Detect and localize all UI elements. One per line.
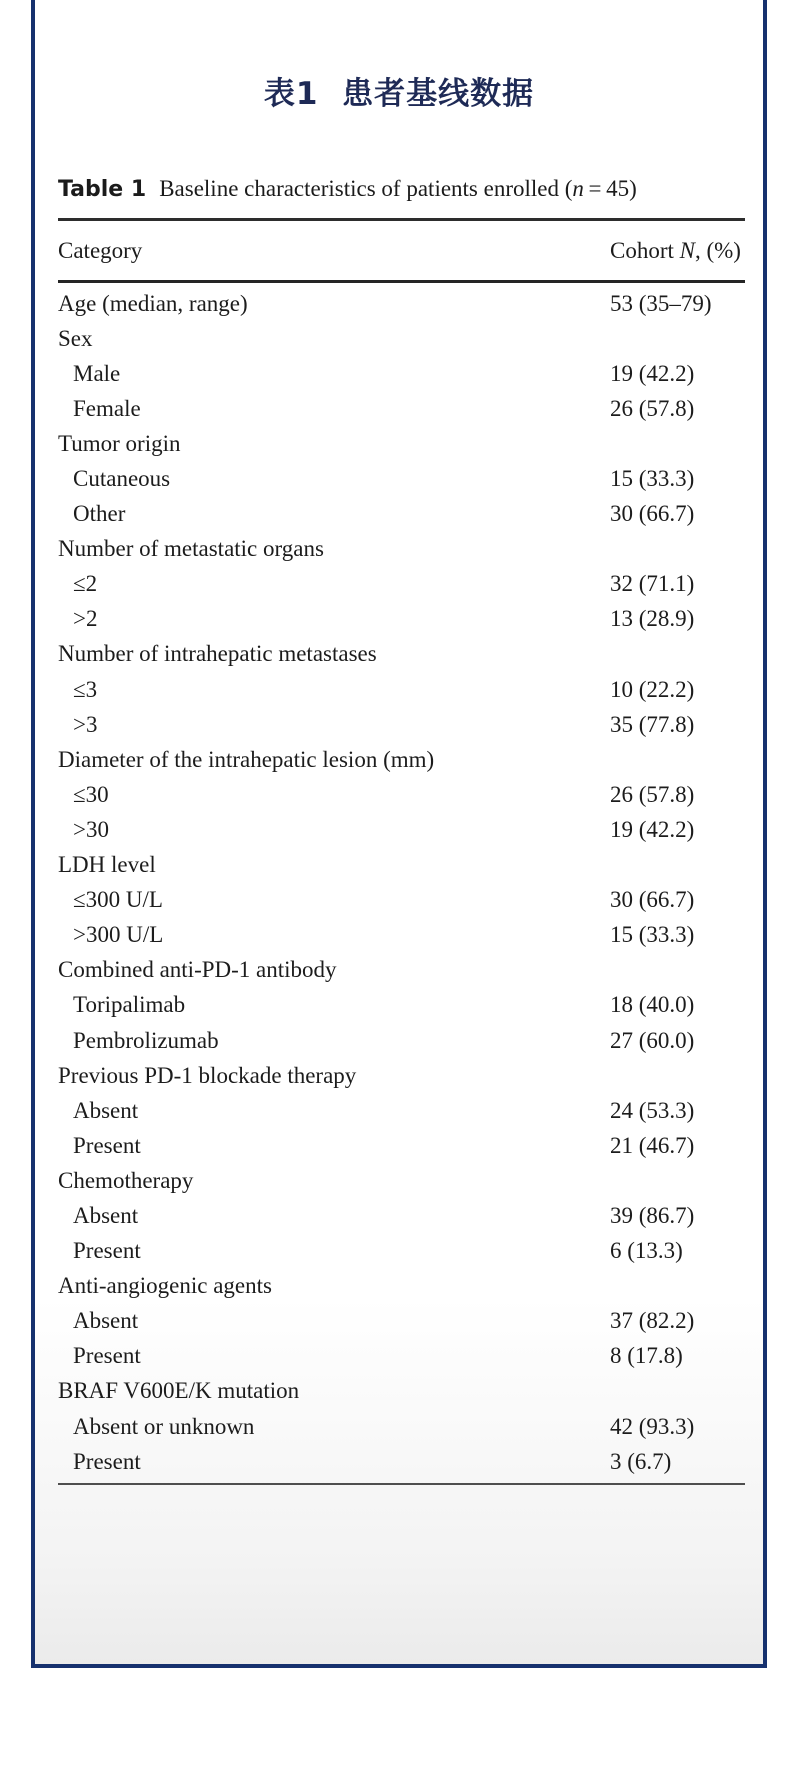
table-row — [58, 321, 745, 356]
table-row — [58, 637, 745, 672]
table-row — [58, 883, 745, 918]
row-category-label: >300 U/L — [73, 922, 164, 948]
row-category-label: Anti-angiogenic agents — [58, 1273, 272, 1299]
table-row — [58, 1163, 745, 1198]
table-row — [58, 707, 745, 742]
table-row — [58, 461, 745, 496]
row-cohort-value: 3 (6.7) — [610, 1448, 672, 1474]
row-category-label: Absent — [73, 1202, 139, 1228]
row-category-label: Chemotherapy — [58, 1167, 194, 1193]
row-cohort-value: 15 (33.3) — [610, 922, 695, 948]
row-cohort-value: 53 (35–79) — [610, 290, 712, 316]
row-cohort-value: 26 (57.8) — [610, 781, 695, 807]
row-category-label: Tumor origin — [58, 430, 181, 456]
table-row — [58, 1444, 745, 1479]
table-row — [58, 356, 745, 391]
row-category-label: Present — [73, 1132, 141, 1158]
table-row — [58, 532, 745, 567]
row-category-label: Previous PD-1 blockade therapy — [58, 1062, 357, 1088]
row-cohort-value: 19 (42.2) — [610, 816, 695, 842]
chinese-table-title: 表1 患者基线数据 — [263, 76, 535, 112]
row-cohort-value: 39 (86.7) — [610, 1202, 695, 1228]
table-caption-tail: = 45) — [583, 176, 637, 201]
cohort-header-text: Cohort — [610, 237, 680, 263]
row-category-label: Present — [73, 1448, 141, 1474]
row-category-label: >3 — [73, 711, 98, 737]
table-row — [58, 286, 745, 321]
row-cohort-value: 30 (66.7) — [610, 501, 695, 527]
table-row — [58, 497, 745, 532]
row-cohort-value: 6 (13.3) — [610, 1238, 683, 1264]
row-category-label: Age (median, range) — [58, 290, 248, 316]
row-cohort-value: 8 (17.8) — [610, 1343, 683, 1369]
row-category-label: Absent — [73, 1097, 139, 1123]
row-cohort-value: 35 (77.8) — [610, 711, 695, 737]
row-cohort-value: 24 (53.3) — [610, 1097, 695, 1123]
table-caption-text: Baseline characteristics of patients enrolled ( — [159, 176, 573, 201]
row-cohort-value: 10 (22.2) — [610, 676, 695, 702]
table-row — [58, 812, 745, 847]
row-category-label: ≤30 — [73, 781, 109, 807]
column-header-cohort — [610, 238, 745, 264]
row-cohort-value: 21 (46.7) — [610, 1132, 695, 1158]
row-category-label: Female — [73, 395, 141, 421]
row-category-label: LDH level — [58, 852, 156, 878]
table-caption-n: n — [572, 176, 584, 201]
row-cohort-value: 27 (60.0) — [610, 1027, 695, 1053]
row-category-label: Toripalimab — [73, 992, 186, 1018]
row-category-label: Present — [73, 1238, 141, 1264]
table-row — [58, 1234, 745, 1269]
table-row — [58, 1058, 745, 1093]
row-category-label: >2 — [73, 606, 98, 632]
table-row — [58, 1023, 745, 1058]
row-cohort-value: 32 (71.1) — [610, 571, 695, 597]
table-row — [58, 988, 745, 1023]
row-category-label: Absent — [73, 1308, 139, 1334]
row-category-label: Sex — [58, 325, 93, 351]
row-cohort-value: 13 (28.9) — [610, 606, 695, 632]
table-row — [58, 742, 745, 777]
table-row — [58, 1339, 745, 1374]
row-category-label: Present — [73, 1343, 141, 1369]
row-category-label: Other — [73, 501, 126, 527]
row-cohort-value: 15 (33.3) — [610, 466, 695, 492]
row-category-label: ≤3 — [73, 676, 98, 702]
table-body — [58, 283, 745, 1479]
row-category-label: BRAF V600E/K mutation — [58, 1378, 300, 1404]
row-cohort-value: 26 (57.8) — [610, 395, 695, 421]
row-category-label: Number of metastatic organs — [58, 536, 324, 562]
table-row — [58, 953, 745, 988]
row-cohort-value: 19 (42.2) — [610, 360, 695, 386]
row-category-label: Combined anti-PD-1 antibody — [58, 957, 337, 983]
table-card — [31, 0, 767, 1668]
row-category-label: ≤300 U/L — [73, 887, 163, 913]
table-bottom-rule — [58, 1483, 745, 1485]
table-row — [58, 1269, 745, 1304]
table-row — [58, 672, 745, 707]
row-cohort-value: 37 (82.2) — [610, 1308, 695, 1334]
row-category-label: Diameter of the intrahepatic lesion (mm) — [58, 746, 435, 772]
row-category-label: Cutaneous — [73, 466, 171, 492]
table-row — [58, 1128, 745, 1163]
row-category-label: Pembrolizumab — [73, 1027, 219, 1053]
row-cohort-value: 18 (40.0) — [610, 992, 695, 1018]
row-cohort-value: 42 (93.3) — [610, 1413, 695, 1439]
table-row — [58, 777, 745, 812]
table-row — [58, 1093, 745, 1128]
row-category-label: ≤2 — [73, 571, 98, 597]
row-category-label: Male — [73, 360, 121, 386]
table-row — [58, 918, 745, 953]
table-row — [58, 1374, 745, 1409]
row-category-label: Number of intrahepatic metastases — [58, 641, 377, 667]
table-row — [58, 1409, 745, 1444]
row-category-label: >30 — [73, 816, 109, 842]
table-header-row — [58, 221, 745, 280]
row-category-label: Absent or unknown — [73, 1413, 255, 1439]
table-row — [58, 567, 745, 602]
row-cohort-value: 30 (66.7) — [610, 887, 695, 913]
column-header-category: Category — [58, 237, 143, 263]
table-row — [58, 602, 745, 637]
baseline-characteristics-table — [58, 218, 745, 1485]
table-row — [58, 1198, 745, 1233]
table-caption — [58, 175, 763, 204]
table-caption-label: Table 1 — [58, 177, 147, 202]
table-row — [58, 1304, 745, 1339]
table-row — [58, 426, 745, 461]
cohort-header-tail: , (%) — [694, 237, 741, 263]
table-row — [58, 848, 745, 883]
cohort-header-n: N — [679, 237, 695, 263]
table-row — [58, 391, 745, 426]
